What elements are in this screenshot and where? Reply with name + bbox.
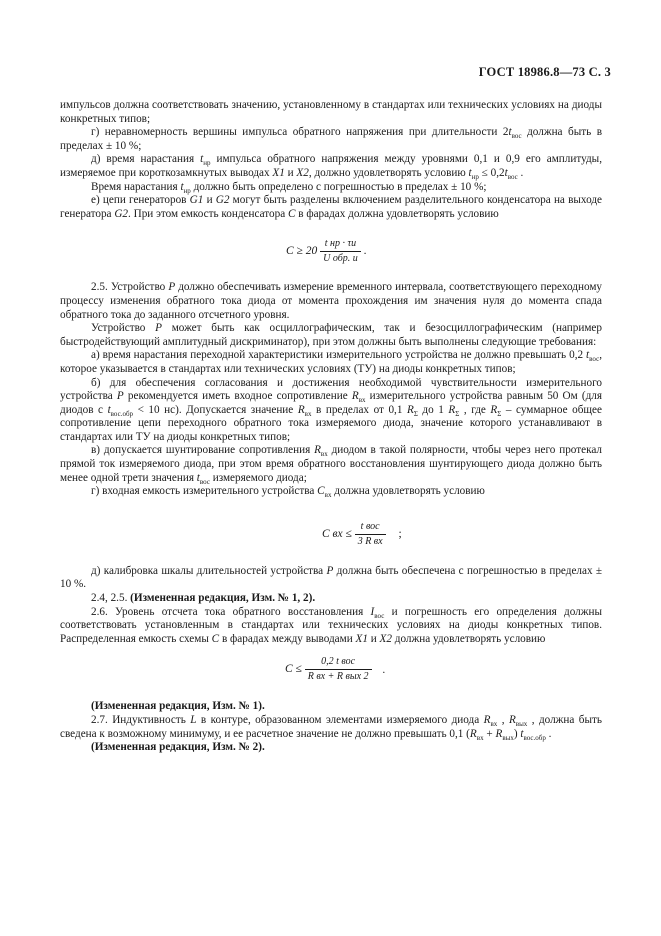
paragraph: 2.7. Индуктивность L в контуре, образованном элементами измеряемого диода $R_{вх}$ , $R_{вых}$ , должна быть сведена к возможному минимуму, и ее расчетное значение не должно превышать 0,1 $(R_{вх} + R_{вых})$ $t_{вос.обр}$ . bbox=[60, 714, 602, 742]
paragraph: импульсов должна соответствовать значению, установленному в стандартах или технических условиях на диоды конкретных типов; bbox=[60, 99, 602, 125]
list-item: д) калибровка шкалы длительностей устройства P должна быть обеспечена с погрешностью в пределах ± 10 %. bbox=[60, 564, 602, 591]
page-header: ГОСТ 18986.8—73 С. 3 bbox=[478, 65, 611, 79]
formula-fraction bbox=[305, 656, 372, 683]
paragraph: Время нарастания $t_{нр}$ должно быть определено с погрешностью в пределах ± 10 %; bbox=[91, 180, 487, 195]
formula-numerator: t вос bbox=[355, 521, 386, 535]
paragraph: е) цепи генераторов G1 и G2 могут быть разделены включением разделительного конденсатора на выходе генератора G2. При этом емкость конденсатора C в фарадах должна удовлетворять условию bbox=[60, 194, 602, 220]
list-item: г) входная емкость измерительного устройства $C_{вх}$ должна удовлетворять условию bbox=[91, 485, 485, 500]
paragraph: г) неравномерность вершины импульса обратного напряжения при длительности $2t_{вос}$ должна быть в пределах ± 10 %; bbox=[60, 126, 602, 152]
formula-fraction bbox=[320, 238, 361, 265]
formula-lhs: C вх ≤ bbox=[322, 527, 352, 540]
formula-denominator: R вх + R вых 2 bbox=[307, 671, 369, 683]
formula-numerator: t нр · τи bbox=[320, 238, 361, 252]
paragraph: 2.6. Уровень отсчета тока обратного восстановления $I_{вос}$ и погрешность его определения должны соответствовать установленным в стандартах или технических условиях на диоды конкретных типов. Распределенная емкость схемы C в фарадах между выводами X1 и X2 должна удовлетворять условию bbox=[60, 605, 602, 645]
list-item: а) время нарастания переходной характеристики измерительного устройства не должно превышать 0,2 $t_{вос}$, которое указывается в стандартах или технических условиях (ТУ) на диоды конкретных типов; bbox=[60, 349, 602, 375]
document-body bbox=[60, 99, 602, 755]
list-item: б) для обеспечения согласования и достижения необходимой чувствительности измерительного устройства P рекомендуется иметь входное сопротивление $R_{вх}$ измерительного устройства равным 50 Ом (для диодов с $t_{вос.обр} < 10$ нс). Допускается значение $R_{вх}$ в пределах от 0,1 $R_\Sigma$ до 1 $R_\Sigma$ , где $R_\Sigma$ – суммарное общее сопротивление цепи переходного обратного тока измеряемого диода, значение которого устанавливают в стандартах или ТУ на диоды конкретных типов; bbox=[60, 376, 603, 443]
formula-tail: . bbox=[382, 663, 386, 676]
formula-tail: . bbox=[363, 245, 367, 258]
formula-input-capacitance bbox=[60, 499, 602, 565]
paragraph: 2.5. Устройство P должно обеспечивать измерение временного интервала, соответствующего переходному процессу изменения обратного тока диода от момента прохождения им значения нуля до момента спада обратного тока до заданного отсчетного уровня. bbox=[60, 281, 602, 321]
formula-denominator: 3 R вх bbox=[357, 535, 383, 547]
formula-capacitor bbox=[60, 221, 602, 281]
formula-lhs: C ≤ bbox=[285, 663, 302, 676]
formula-numerator: 0,2 t вос bbox=[305, 656, 372, 670]
paragraph: 2.4, 2.5. (Измененная редакция, Изм. № 1, 2). bbox=[91, 592, 316, 605]
list-item: в) допускается шунтирование сопротивления $R_{вх}$ диодом в такой полярности, чтобы через него протекал прямой ток измеряемого диода, при этом время обратного восстановления шунтирующего диода должно быть менее одной трети значения $t_{вос}$ измеряемого диода; bbox=[60, 444, 602, 486]
formula-lhs: C ≥ 20 bbox=[286, 245, 318, 258]
amendment-note: (Измененная редакция, Изм. № 1, 2). bbox=[130, 592, 316, 605]
amendment-note: (Измененная редакция, Изм. № 2). bbox=[91, 741, 265, 754]
formula-fraction bbox=[355, 521, 386, 548]
amendment-note: (Измененная редакция, Изм. № 1). bbox=[91, 700, 265, 713]
paragraph: Устройство P может быть как осциллографическим, так и безосциллографическим (например быстродействующий амплитудный дискриминатор), при этом должны быть выполнены следующие требования: bbox=[60, 322, 602, 348]
formula-tail: ; bbox=[398, 527, 402, 540]
paragraph: д) время нарастания $t_{нр}$ импульса обратного напряжения между уровнями 0,1 и 0,9 его амплитуды, измеряемое при короткозамкнутых выводах X1 и X2, должно удовлетворять условию $t_{нр} \le 0,2t_{вос}$ . bbox=[60, 153, 602, 181]
formula-denominator: U обр. и bbox=[323, 253, 358, 265]
formula-distributed-capacitance bbox=[60, 646, 602, 696]
